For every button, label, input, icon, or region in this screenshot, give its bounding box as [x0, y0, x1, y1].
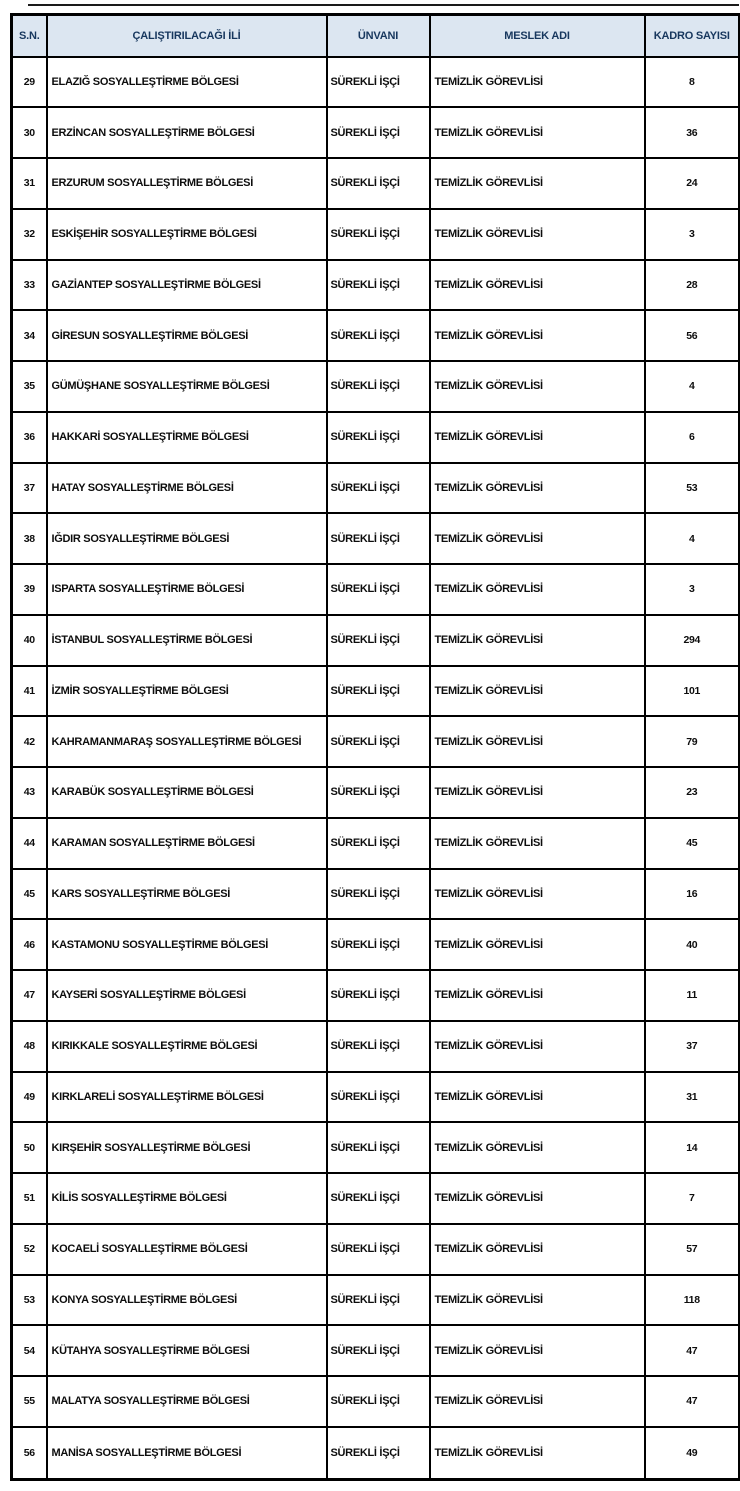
cell-province: GÜMÜŞHANE SOSYALLEŞTİRME BÖLGESİ	[47, 361, 327, 412]
cell-serial-number: 37	[12, 463, 47, 514]
cell-title: SÜREKLİ İŞÇİ	[327, 361, 430, 412]
cell-quota: 36	[645, 107, 740, 158]
cell-serial-number: 47	[12, 970, 47, 1021]
staffing-table	[10, 13, 740, 1481]
cell-title: SÜREKLİ İŞÇİ	[327, 1275, 430, 1326]
cell-occupation: TEMİZLİK GÖREVLİSİ	[430, 1376, 645, 1427]
cell-occupation: TEMİZLİK GÖREVLİSİ	[430, 361, 645, 412]
cell-occupation: TEMİZLİK GÖREVLİSİ	[430, 1173, 645, 1224]
cell-occupation: TEMİZLİK GÖREVLİSİ	[430, 463, 645, 514]
table-row	[12, 818, 740, 869]
table-row	[12, 463, 740, 514]
cell-province: ISPARTA SOSYALLEŞTİRME BÖLGESİ	[47, 564, 327, 615]
cell-serial-number: 42	[12, 716, 47, 767]
cell-serial-number: 48	[12, 1021, 47, 1072]
cell-occupation: TEMİZLİK GÖREVLİSİ	[430, 1122, 645, 1173]
cell-province: HAKKARİ SOSYALLEŞTİRME BÖLGESİ	[47, 412, 327, 463]
table-row	[12, 513, 740, 564]
cell-serial-number: 34	[12, 310, 47, 361]
cell-serial-number: 53	[12, 1275, 47, 1326]
cell-title: SÜREKLİ İŞÇİ	[327, 1376, 430, 1427]
cell-serial-number: 38	[12, 513, 47, 564]
cell-quota: 37	[645, 1021, 740, 1072]
table-row	[12, 412, 740, 463]
cell-province: GAZİANTEP SOSYALLEŞTİRME BÖLGESİ	[47, 260, 327, 311]
cell-title: SÜREKLİ İŞÇİ	[327, 310, 430, 361]
cell-occupation: TEMİZLİK GÖREVLİSİ	[430, 1021, 645, 1072]
cell-quota: 16	[645, 869, 740, 920]
cell-quota: 4	[645, 361, 740, 412]
cell-quota: 7	[645, 1173, 740, 1224]
cell-quota: 3	[645, 564, 740, 615]
header-quota: KADRO SAYISI	[645, 15, 740, 57]
cell-province: MANİSA SOSYALLEŞTİRME BÖLGESİ	[47, 1427, 327, 1480]
table-row	[12, 970, 740, 1021]
cell-title: SÜREKLİ İŞÇİ	[327, 1072, 430, 1123]
cell-serial-number: 30	[12, 107, 47, 158]
cell-occupation: TEMİZLİK GÖREVLİSİ	[430, 513, 645, 564]
cell-province: KIRIKKALE SOSYALLEŞTİRME BÖLGESİ	[47, 1021, 327, 1072]
cell-quota: 23	[645, 767, 740, 818]
cell-serial-number: 52	[12, 1224, 47, 1275]
cell-province: IĞDIR SOSYALLEŞTİRME BÖLGESİ	[47, 513, 327, 564]
cell-quota: 24	[645, 158, 740, 209]
cell-quota: 57	[645, 1224, 740, 1275]
cell-serial-number: 29	[12, 57, 47, 108]
cell-serial-number: 46	[12, 919, 47, 970]
table-row	[12, 310, 740, 361]
cell-occupation: TEMİZLİK GÖREVLİSİ	[430, 310, 645, 361]
cell-province: KIRKLARELİ SOSYALLEŞTİRME BÖLGESİ	[47, 1072, 327, 1123]
cell-province: ESKİŞEHİR SOSYALLEŞTİRME BÖLGESİ	[47, 209, 327, 260]
cell-title: SÜREKLİ İŞÇİ	[327, 716, 430, 767]
cell-occupation: TEMİZLİK GÖREVLİSİ	[430, 1275, 645, 1326]
cell-quota: 8	[645, 57, 740, 108]
cell-quota: 294	[645, 615, 740, 666]
table-row	[12, 1122, 740, 1173]
cell-occupation: TEMİZLİK GÖREVLİSİ	[430, 919, 645, 970]
table-row	[12, 1427, 740, 1480]
cell-quota: 3	[645, 209, 740, 260]
table-row	[12, 615, 740, 666]
cell-title: SÜREKLİ İŞÇİ	[327, 57, 430, 108]
cell-province: KAYSERİ SOSYALLEŞTİRME BÖLGESİ	[47, 970, 327, 1021]
cell-province: HATAY SOSYALLEŞTİRME BÖLGESİ	[47, 463, 327, 514]
cell-occupation: TEMİZLİK GÖREVLİSİ	[430, 666, 645, 717]
cell-quota: 31	[645, 1072, 740, 1123]
cell-province: KONYA SOSYALLEŞTİRME BÖLGESİ	[47, 1275, 327, 1326]
cell-quota: 79	[645, 716, 740, 767]
cell-quota: 47	[645, 1376, 740, 1427]
cell-province: KARABÜK SOSYALLEŞTİRME BÖLGESİ	[47, 767, 327, 818]
cell-quota: 56	[645, 310, 740, 361]
cell-quota: 40	[645, 919, 740, 970]
cell-title: SÜREKLİ İŞÇİ	[327, 1173, 430, 1224]
cell-occupation: TEMİZLİK GÖREVLİSİ	[430, 1325, 645, 1376]
table-row	[12, 564, 740, 615]
cell-serial-number: 40	[12, 615, 47, 666]
table-row	[12, 107, 740, 158]
cell-serial-number: 41	[12, 666, 47, 717]
cell-quota: 49	[645, 1427, 740, 1480]
table-row	[12, 1173, 740, 1224]
cell-serial-number: 55	[12, 1376, 47, 1427]
cell-quota: 4	[645, 513, 740, 564]
table-row	[12, 1275, 740, 1326]
cell-province: KIRŞEHİR SOSYALLEŞTİRME BÖLGESİ	[47, 1122, 327, 1173]
table-row	[12, 869, 740, 920]
cell-province: KÜTAHYA SOSYALLEŞTİRME BÖLGESİ	[47, 1325, 327, 1376]
cell-quota: 101	[645, 666, 740, 717]
cell-serial-number: 44	[12, 818, 47, 869]
cell-serial-number: 51	[12, 1173, 47, 1224]
header-province: ÇALIŞTIRILACAĞI İLİ	[47, 15, 327, 57]
cell-title: SÜREKLİ İŞÇİ	[327, 564, 430, 615]
cell-occupation: TEMİZLİK GÖREVLİSİ	[430, 767, 645, 818]
cell-province: İZMİR SOSYALLEŞTİRME BÖLGESİ	[47, 666, 327, 717]
cell-title: SÜREKLİ İŞÇİ	[327, 513, 430, 564]
cell-title: SÜREKLİ İŞÇİ	[327, 767, 430, 818]
cell-occupation: TEMİZLİK GÖREVLİSİ	[430, 716, 645, 767]
cell-province: KİLİS SOSYALLEŞTİRME BÖLGESİ	[47, 1173, 327, 1224]
cell-quota: 6	[645, 412, 740, 463]
table-row	[12, 1021, 740, 1072]
cell-province: KARAMAN SOSYALLEŞTİRME BÖLGESİ	[47, 818, 327, 869]
cell-occupation: TEMİZLİK GÖREVLİSİ	[430, 107, 645, 158]
cell-occupation: TEMİZLİK GÖREVLİSİ	[430, 209, 645, 260]
cell-serial-number: 54	[12, 1325, 47, 1376]
table-row	[12, 361, 740, 412]
cell-province: ERZURUM SOSYALLEŞTİRME BÖLGESİ	[47, 158, 327, 209]
cell-serial-number: 50	[12, 1122, 47, 1173]
cell-title: SÜREKLİ İŞÇİ	[327, 463, 430, 514]
cell-occupation: TEMİZLİK GÖREVLİSİ	[430, 818, 645, 869]
table-row	[12, 716, 740, 767]
cell-title: SÜREKLİ İŞÇİ	[327, 209, 430, 260]
cell-serial-number: 45	[12, 869, 47, 920]
cell-title: SÜREKLİ İŞÇİ	[327, 412, 430, 463]
cell-title: SÜREKLİ İŞÇİ	[327, 919, 430, 970]
cell-province: KASTAMONU SOSYALLEŞTİRME BÖLGESİ	[47, 919, 327, 970]
cell-province: KARS SOSYALLEŞTİRME BÖLGESİ	[47, 869, 327, 920]
cell-occupation: TEMİZLİK GÖREVLİSİ	[430, 1072, 645, 1123]
cell-title: SÜREKLİ İŞÇİ	[327, 869, 430, 920]
cell-title: SÜREKLİ İŞÇİ	[327, 615, 430, 666]
cell-province: MALATYA SOSYALLEŞTİRME BÖLGESİ	[47, 1376, 327, 1427]
cell-occupation: TEMİZLİK GÖREVLİSİ	[430, 615, 645, 666]
table-row	[12, 919, 740, 970]
cell-quota: 53	[645, 463, 740, 514]
cell-quota: 118	[645, 1275, 740, 1326]
table-row	[12, 666, 740, 717]
cell-serial-number: 39	[12, 564, 47, 615]
table-body	[12, 57, 740, 1480]
cell-serial-number: 49	[12, 1072, 47, 1123]
table-row	[12, 1325, 740, 1376]
cell-title: SÜREKLİ İŞÇİ	[327, 1122, 430, 1173]
table-row	[12, 1376, 740, 1427]
cell-province: ELAZIĞ SOSYALLEŞTİRME BÖLGESİ	[47, 57, 327, 108]
cell-occupation: TEMİZLİK GÖREVLİSİ	[430, 564, 645, 615]
table-row	[12, 158, 740, 209]
cell-serial-number: 43	[12, 767, 47, 818]
table-row	[12, 209, 740, 260]
cell-province: KAHRAMANMARAŞ SOSYALLEŞTİRME BÖLGESİ	[47, 716, 327, 767]
table-row	[12, 1072, 740, 1123]
cell-occupation: TEMİZLİK GÖREVLİSİ	[430, 158, 645, 209]
cell-occupation: TEMİZLİK GÖREVLİSİ	[430, 970, 645, 1021]
cell-province: İSTANBUL SOSYALLEŞTİRME BÖLGESİ	[47, 615, 327, 666]
cell-quota: 11	[645, 970, 740, 1021]
cell-province: GİRESUN SOSYALLEŞTİRME BÖLGESİ	[47, 310, 327, 361]
cell-occupation: TEMİZLİK GÖREVLİSİ	[430, 412, 645, 463]
cell-serial-number: 35	[12, 361, 47, 412]
cell-quota: 28	[645, 260, 740, 311]
cell-title: SÜREKLİ İŞÇİ	[327, 1224, 430, 1275]
table-row	[12, 1224, 740, 1275]
cell-occupation: TEMİZLİK GÖREVLİSİ	[430, 57, 645, 108]
cell-title: SÜREKLİ İŞÇİ	[327, 1021, 430, 1072]
cell-title: SÜREKLİ İŞÇİ	[327, 107, 430, 158]
cell-title: SÜREKLİ İŞÇİ	[327, 970, 430, 1021]
cell-province: KOCAELİ SOSYALLEŞTİRME BÖLGESİ	[47, 1224, 327, 1275]
header-title: ÜNVANI	[327, 15, 430, 57]
cell-occupation: TEMİZLİK GÖREVLİSİ	[430, 869, 645, 920]
cell-quota: 14	[645, 1122, 740, 1173]
cell-serial-number: 36	[12, 412, 47, 463]
cell-serial-number: 31	[12, 158, 47, 209]
header-serial-number: S.N.	[12, 15, 47, 57]
cell-occupation: TEMİZLİK GÖREVLİSİ	[430, 1427, 645, 1480]
cell-title: SÜREKLİ İŞÇİ	[327, 666, 430, 717]
table-row	[12, 260, 740, 311]
cell-occupation: TEMİZLİK GÖREVLİSİ	[430, 260, 645, 311]
cell-quota: 47	[645, 1325, 740, 1376]
cell-title: SÜREKLİ İŞÇİ	[327, 818, 430, 869]
cell-title: SÜREKLİ İŞÇİ	[327, 158, 430, 209]
cell-title: SÜREKLİ İŞÇİ	[327, 1325, 430, 1376]
table-row	[12, 57, 740, 108]
header-occupation: MESLEK ADI	[430, 15, 645, 57]
table-row	[12, 767, 740, 818]
cell-occupation: TEMİZLİK GÖREVLİSİ	[430, 1224, 645, 1275]
cell-quota: 45	[645, 818, 740, 869]
cell-province: ERZİNCAN SOSYALLEŞTİRME BÖLGESİ	[47, 107, 327, 158]
previous-page-table-edge	[28, 4, 739, 6]
cell-title: SÜREKLİ İŞÇİ	[327, 1427, 430, 1480]
cell-serial-number: 33	[12, 260, 47, 311]
cell-title: SÜREKLİ İŞÇİ	[327, 260, 430, 311]
table-header	[12, 15, 740, 57]
table-header-row	[12, 15, 740, 57]
cell-serial-number: 56	[12, 1427, 47, 1480]
cell-serial-number: 32	[12, 209, 47, 260]
